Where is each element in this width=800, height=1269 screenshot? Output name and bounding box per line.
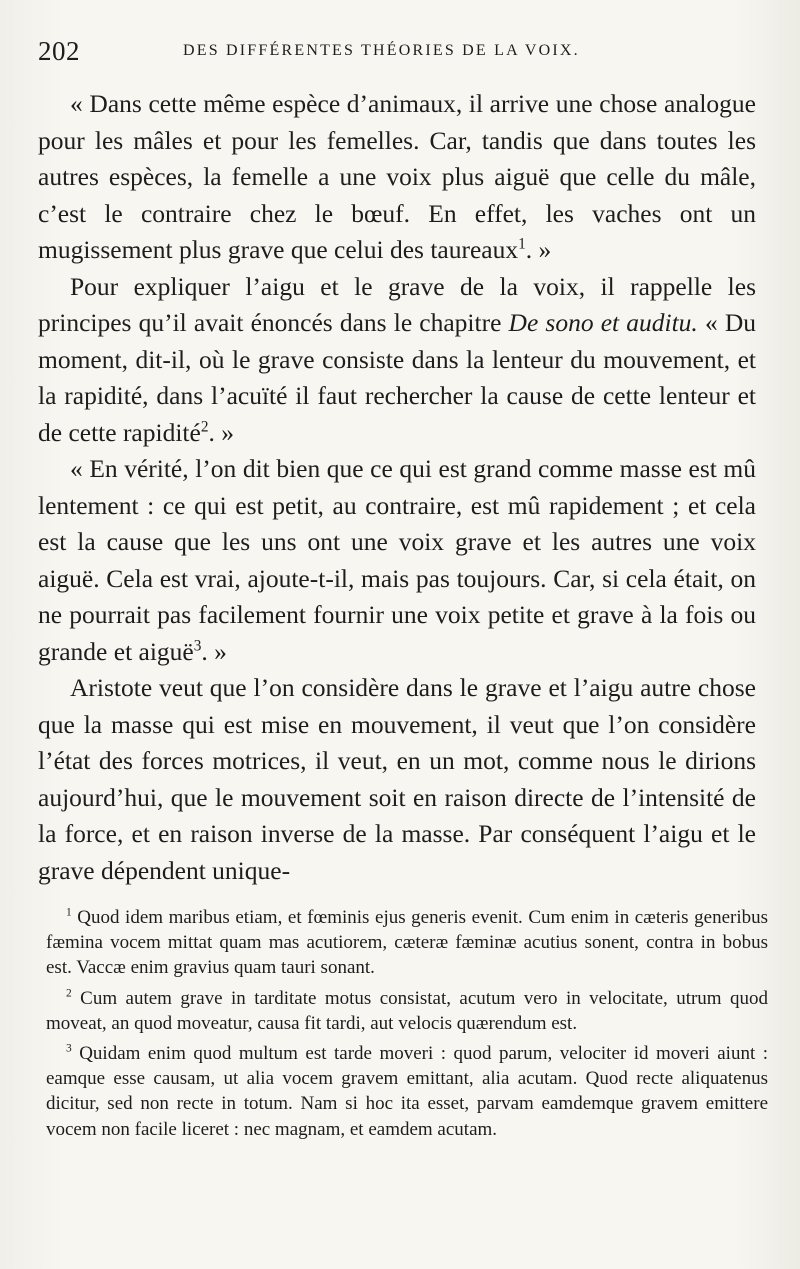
body-text xyxy=(38,86,756,889)
paragraph-text: Aristote veut que l’on considère dans le grave et l’aigu autre chose que la masse qui est mise en mouvement, il veut que l’on considère l’état des forces motrices, il veut, en un mot, comme nous le dirions aujourd’hui, que le mouvement soit en raison directe de l’intensité de la force, et en raison inverse de la masse. Par conséquent l’aigu et le grave dépendent unique- xyxy=(38,673,756,885)
page-number: 202 xyxy=(38,36,80,66)
footnote xyxy=(46,986,768,1036)
footnote-marker: 3 xyxy=(66,1042,72,1055)
page-header xyxy=(38,36,778,72)
paragraph xyxy=(38,269,756,452)
footnote-ref: 2 xyxy=(200,418,209,435)
paragraph-tail: . » xyxy=(525,235,552,264)
book-title-italic: De sono et auditu. xyxy=(508,308,698,337)
footnote-marker: 2 xyxy=(66,987,72,1000)
paragraph-text: « Du moment, dit-il, où le grave consiste dans la lenteur du mouvement, et la rapidité, dans l’acuïté il faut rechercher la cause de cette lenteur et de cette rapidité xyxy=(38,308,757,447)
footnote-text: Cum autem grave in tarditate motus consistat, acutum vero in velocitate, utrum quod moveat, an quod moveatur, causa fit tardi, aut velocis quærendum est. xyxy=(46,987,769,1034)
paragraph xyxy=(38,451,756,670)
paragraph-tail: . » xyxy=(208,417,234,447)
paragraph xyxy=(38,86,756,269)
footnote-ref: 3 xyxy=(193,637,202,654)
footnote-text: Quidam enim quod multum est tarde moveri : quod parum, velociter id moveri aiunt : eamque esse causam, ut alia vocem gravem emittant, alia acutam. Quod recte aliquatenus dicitur, sed non recte in totum. Nam si hoc ita esset, parvam eamdemque gravem emittere vocem non facile liceret : nec magnam, et eamdem acutam. xyxy=(46,1043,768,1140)
footnote xyxy=(46,905,768,981)
footnote-text: Quod idem maribus etiam, et fœminis ejus generis evenit. Cum enim in cæteris generibus fæmina vocem mittat quam mas acutiorem, cæteræ fæminæ acutius sonent, contra in bobus est. Vaccæ enim gravius quam tauri sonant. xyxy=(46,907,768,979)
footnote xyxy=(46,1041,768,1142)
paragraph-text: Pour expliquer l’aigu et le grave de la voix, il rappelle les principes qu’il avait énoncés dans le chapitre xyxy=(38,271,756,337)
paragraph-tail: . » xyxy=(201,636,227,666)
footnote-ref: 1 xyxy=(518,235,526,253)
running-title: DES DIFFÉRENTES THÉORIES DE LA VOIX. xyxy=(183,42,580,59)
paragraph-text: « En vérité, l’on dit bien que ce qui est grand comme masse est mû lentement : ce qui est petit, au contraire, est mû rapidement ; et cela est la cause que les uns ont une voix grave et les autres une voix aiguë. Cela est vrai, ajoute-t-il, mais pas toujours. Car, si cela était, on ne pourrait pas facilement fournir une voix petite et grave à la fois ou grande et aiguë xyxy=(38,454,756,666)
footnote-marker: 1 xyxy=(66,906,72,919)
paragraph-text: « Dans cette même espèce d’animaux, il arrive une chose analogue pour les mâles et pour les femelles. Car, tandis que dans toutes les autres espèces, la femelle a une voix plus aiguë que celle du mâle, c’est le contraire chez le bœuf. En effet, les vaches ont un mugissement plus grave que celui des taureaux xyxy=(38,89,756,264)
paragraph xyxy=(38,670,756,889)
footnotes xyxy=(46,905,768,1147)
